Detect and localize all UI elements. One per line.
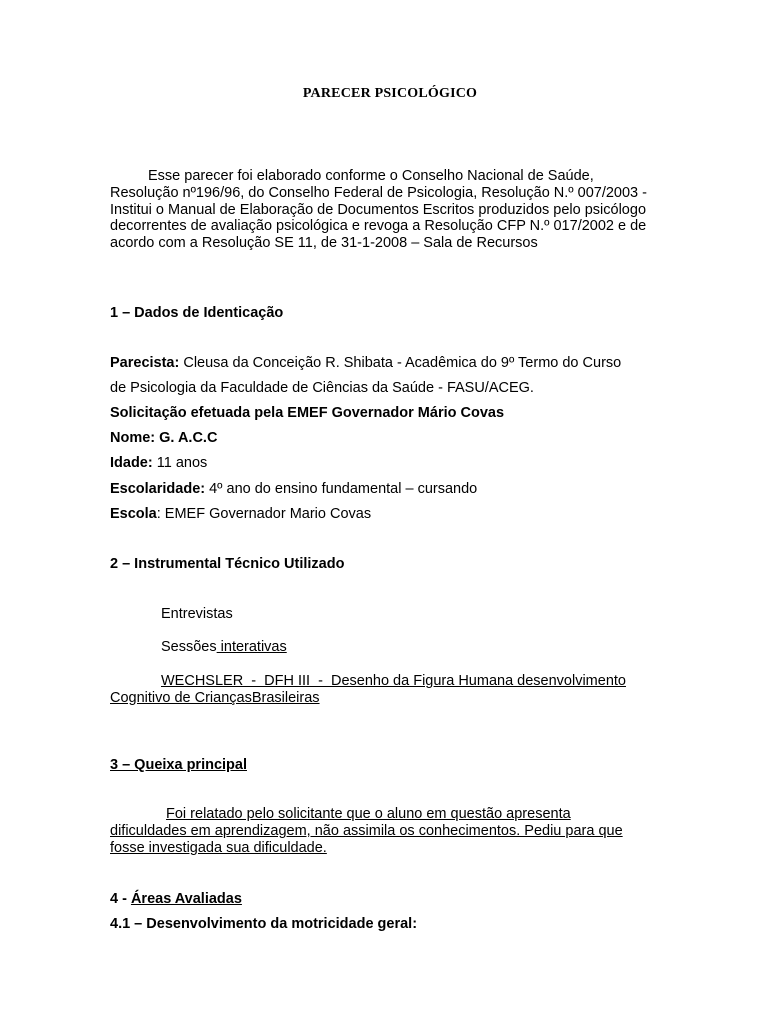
queixa-line-2: dificuldades em aprendizagem, não assimila os conhecimentos. Pediu para que [110, 823, 623, 839]
escolaridade-value: 4º ano do ensino fundamental – cursando [205, 481, 478, 497]
instrument-item-2 [161, 639, 287, 655]
solicitacao-line: Solicitação efetuada pela EMEF Governador Mário Covas [110, 405, 505, 421]
escolaridade-label: Escolaridade: [110, 481, 206, 497]
nome-label: Nome: [110, 430, 160, 446]
nome-line [110, 426, 670, 451]
section-4-title: Áreas Avaliadas [130, 891, 242, 907]
idade-value: 11 anos [152, 455, 208, 471]
escolaridade-line [110, 477, 670, 502]
queixa-paragraph [110, 806, 670, 857]
idade-label: Idade: [110, 455, 153, 471]
section-2-heading: 2 – Instrumental Técnico Utilizado [110, 556, 345, 572]
instrument-item-1: Entrevistas [161, 606, 233, 622]
instrument-item-2-b: interativas [216, 639, 287, 655]
section-4-1-heading: 4.1 – Desenvolvimento da motricidade geral: [110, 916, 418, 932]
instrument-item-3-line-1: WECHSLER - DFH III - Desenho da Figura Humana desenvolvimento [161, 673, 626, 689]
section-4-heading [110, 887, 670, 912]
section-3-heading: 3 – Queixa principal [110, 757, 247, 773]
section-1-heading: 1 – Dados de Identicação [110, 305, 284, 321]
intro-paragraph: Esse parecer foi elaborado conforme o Conselho Nacional de Saúde, Resolução nº196/96, do Conselho Federal de Psicologia, Resolução N.º 007/2003 - Institui o Manual de Elaboração de Documentos Escritos produzidos pelo psicólogo decorrentes de avaliação psicológica e revoga a Resolução CFP N.º 017/2002 e de acordo com a Resolução SE 11, de 31-1-2008 – Sala de Recursos [110, 168, 647, 252]
parecista-label: Parecista: [110, 355, 180, 371]
document-title: PARECER PSICOLÓGICO [302, 86, 478, 101]
nome-value: G. A.C.C [159, 430, 218, 446]
escola-label: Escola [110, 506, 157, 522]
instrument-item-3-line-2: Cognitivo de CriançasBrasileiras [110, 690, 320, 706]
parecista-value: Cleusa da Conceição R. Shibata - Acadêmica do 9º Termo do Curso [183, 355, 622, 371]
escola-line [110, 502, 670, 527]
parecista-line-2: de Psicologia da Faculdade de Ciências da Saúde - FASU/ACEG. [110, 380, 534, 396]
queixa-line-1: Foi relatado pelo solicitante que o aluno em questão apresenta [166, 806, 571, 822]
parecista-line-1 [110, 351, 670, 376]
instrument-item-3 [110, 673, 670, 707]
queixa-line-3: fosse investigada sua dificuldade. [110, 840, 327, 856]
instrument-item-2-a: Sessões [161, 639, 217, 655]
escola-value: : EMEF Governador Mario Covas [156, 506, 372, 522]
section-4-prefix: 4 - [110, 891, 131, 907]
idade-line [110, 451, 670, 476]
